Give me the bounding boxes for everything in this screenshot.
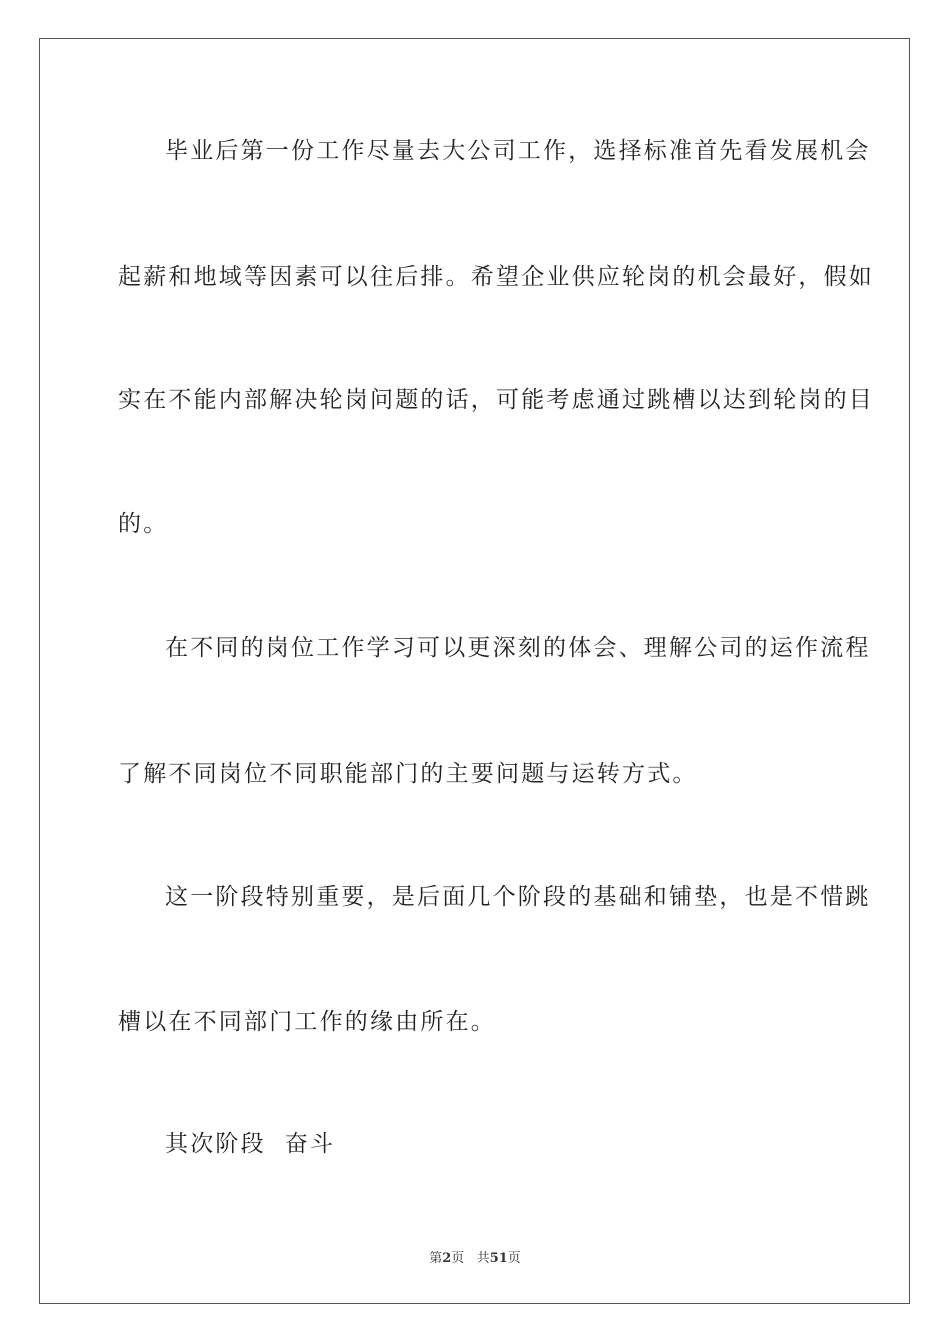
paragraph-3-line-2: 槽以在不同部门工作的缘由所在。 bbox=[118, 1009, 496, 1035]
paragraph-1-line-3: 实在不能内部解决轮岗问题的话，可能考虑通过跳槽以达到轮岗的目 bbox=[118, 387, 874, 413]
total-pages: 51 bbox=[489, 1251, 508, 1266]
page-number: 2 bbox=[442, 1251, 452, 1266]
page-suffix: 页 bbox=[451, 1251, 465, 1266]
paragraph-2-line-2: 了解不同岗位不同职能部门的主要问题与运转方式。 bbox=[118, 761, 698, 787]
paragraph-3-line-1: 这一阶段特别重要，是后面几个阶段的基础和铺垫，也是不惜跳 bbox=[165, 884, 871, 910]
total-prefix: 共 bbox=[476, 1251, 490, 1266]
paragraph-1-line-4: 的。 bbox=[118, 511, 169, 537]
paragraph-1-line-1: 毕业后第一份工作尽量去大公司工作，选择标准首先看发展机会 bbox=[165, 138, 871, 164]
paragraph-1-line-2: 起薪和地域等因素可以往后排。希望企业供应轮岗的机会最好，假如 bbox=[118, 264, 874, 290]
page-prefix: 第 bbox=[429, 1251, 443, 1266]
page-border bbox=[39, 38, 910, 1304]
page-footer bbox=[0, 1247, 950, 1266]
section-heading: 其次阶段 奋斗 bbox=[165, 1131, 336, 1157]
paragraph-2-line-1: 在不同的岗位工作学习可以更深刻的体会、理解公司的运作流程 bbox=[165, 635, 871, 661]
total-suffix: 页 bbox=[507, 1251, 521, 1266]
